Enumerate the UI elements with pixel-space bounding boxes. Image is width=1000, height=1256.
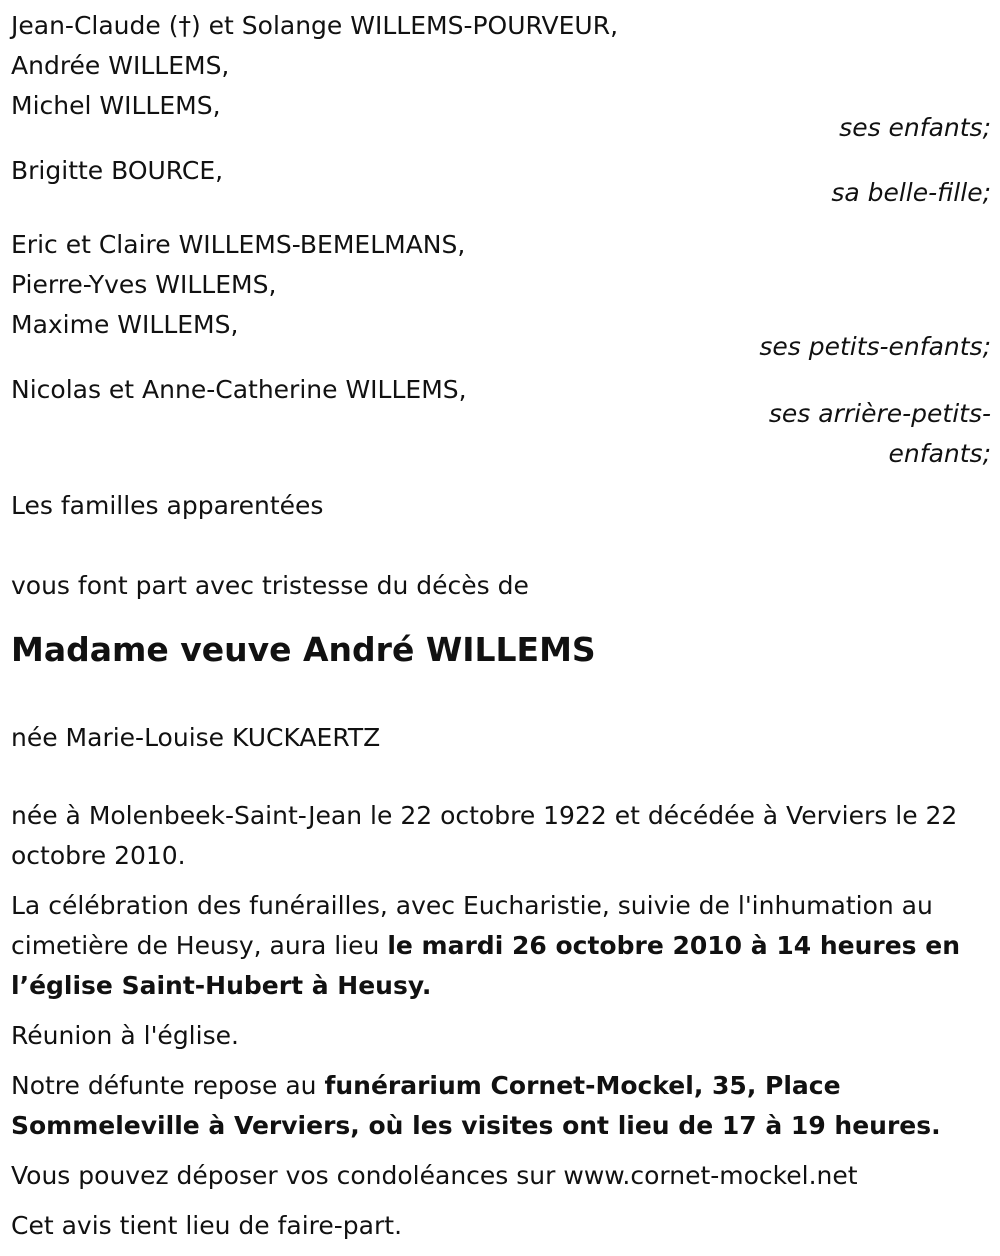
funeral-date-place: le mardi 26 octobre 2010 à 14 heures en l’église Saint-Hubert à Heusy. (11, 931, 960, 1000)
repose-text: Notre défunte repose au (11, 1071, 325, 1100)
grandchild-name: Eric et Claire WILLEMS-BEMELMANS, (11, 230, 466, 259)
obituary-notice (11, 6, 991, 1256)
reunion-note: Réunion à l'église. (11, 1021, 239, 1050)
relation-label: ses arrière-petits- (768, 399, 991, 428)
relation-label: ses petits-enfants; (759, 332, 991, 361)
great-grandchildren-group (11, 370, 991, 474)
funeral-details (11, 886, 976, 1006)
grandchild-name: Pierre-Yves WILLEMS, (11, 270, 277, 299)
birth-death-details: née à Molenbeek-Saint-Jean le 22 octobre 1922 et décédée à Verviers le 22 octobre 2010. (11, 801, 958, 870)
condolences-note: Vous pouvez déposer vos condoléances sur www.cornet-mockel.net (11, 1161, 858, 1190)
great-grandchild-name: Nicolas et Anne-Catherine WILLEMS, (11, 375, 467, 404)
relation-label-continued: enfants; (888, 439, 991, 468)
repose-details (11, 1066, 976, 1146)
children-group (11, 6, 991, 148)
relation-label: ses enfants; (839, 113, 991, 142)
grandchild-name: Maxime WILLEMS, (11, 310, 239, 339)
birth-name: née Marie-Louise KUCKAERTZ (11, 723, 381, 752)
deceased-name: Madame veuve André WILLEMS (11, 630, 596, 669)
funeral-text: La célébration des funérailles, avec Eucharistie, suivie de l'inhumation au cimetière de Heusy, aura lieu (11, 891, 933, 960)
child-name: Michel WILLEMS, (11, 91, 221, 120)
relation-label: sa belle-fille; (831, 178, 991, 207)
funerarium-details: funérarium Cornet-Mockel, 35, Place Sommeleville à Verviers, où les visites ont lieu de 17 à 19 heures. (11, 1071, 941, 1140)
grandchildren-group (11, 225, 991, 367)
announcement-intro: vous font part avec tristesse du décès de (11, 571, 529, 600)
child-name: Jean-Claude (†) et Solange WILLEMS-POURVEUR, (11, 11, 619, 40)
child-name: Andrée WILLEMS, (11, 51, 230, 80)
daughter-in-law-name: Brigitte BOURCE, (11, 156, 224, 185)
closing-note: Cet avis tient lieu de faire-part. (11, 1211, 403, 1240)
daughter-in-law-group (11, 151, 991, 213)
related-families: Les familles apparentées (11, 491, 324, 520)
